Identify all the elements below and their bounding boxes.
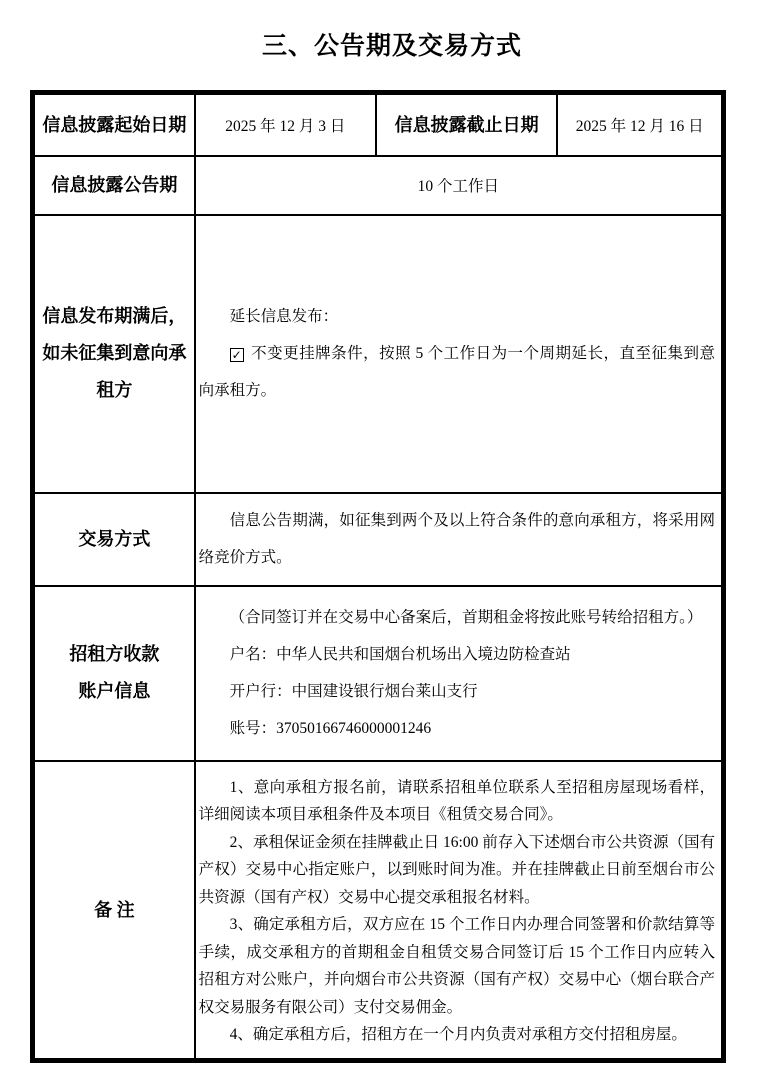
account-info-label-line: 账户信息 <box>78 681 151 701</box>
end-date-label: 信息披露截止日期 <box>376 93 557 156</box>
extension-option-text: 不变更挂牌条件，按照 5 个工作日为一个周期延长，直至征集到意向承租方。 <box>198 345 715 399</box>
extension-label-line: 租方 <box>96 380 133 400</box>
account-info-content <box>195 586 724 761</box>
remark-item: 1、意向承租方报名前，请联系招租单位联系人至招租房屋现场看样，详细阅读本项目承租条件及本项目《租赁交易合同》。 <box>198 778 715 823</box>
announcement-table <box>30 90 726 1063</box>
row-extension <box>33 215 724 493</box>
remarks-content <box>195 761 724 1061</box>
extension-label-line: 如未征集到意向承 <box>42 343 187 363</box>
remarks-label: 备 注 <box>33 761 195 1061</box>
account-bank: 开户行：中国建设银行烟台莱山支行 <box>229 683 478 700</box>
extension-option <box>199 335 715 409</box>
page-title: 三、公告期及交易方式 <box>261 32 522 60</box>
row-disclosure-dates <box>33 93 724 156</box>
transaction-method-content <box>195 493 724 586</box>
account-info-label <box>33 586 195 761</box>
remark-item: 2、承租保证金须在挂牌截止日 16:00 前存入下述烟台市公共资源（国有产权）交易中心指定账户，以到账时间为准。并在挂牌截止日前至烟台市公共资源（国有产权）交易中心提交承租报名材料。 <box>198 833 715 906</box>
account-info-label-line: 招租方收款 <box>69 644 160 664</box>
extension-label <box>33 215 195 493</box>
row-account-info <box>33 586 724 761</box>
extension-intro: 延长信息发布： <box>229 308 339 325</box>
remark-item: 3、确定承租方后，双方应在 15 个工作日内办理合同签署和价款结算等手续，成交承租方的首期租金自租赁交易合同签订后 15 个工作日内应转入招租方对公账户，并向烟台市公共资源（国有产权）交易中心（烟台联合产权交易服务有限公司）支付交易佣金。 <box>198 916 715 1016</box>
account-number: 账号：37050166746000001246 <box>229 720 432 737</box>
end-date-value: 2025 年 12 月 16 日 <box>557 93 723 156</box>
announcement-period-label: 信息披露公告期 <box>33 156 195 215</box>
announcement-period-value: 10 个工作日 <box>195 156 724 215</box>
account-name: 户名：中华人民共和国烟台机场出入境边防检查站 <box>229 646 571 663</box>
start-date-label: 信息披露起始日期 <box>33 93 195 156</box>
account-note: （合同签订并在交易中心备案后，首期租金将按此账号转给招租方。） <box>229 609 703 626</box>
extension-label-line: 信息发布期满后， <box>42 306 187 326</box>
transaction-method-label: 交易方式 <box>33 493 195 586</box>
row-announcement-period <box>33 156 724 215</box>
remark-item: 4、确定承租方后，招租方在一个月内负责对承租方交付招租房屋。 <box>229 1026 687 1043</box>
row-remarks <box>33 761 724 1061</box>
extension-content <box>195 215 724 493</box>
transaction-method-text: 信息公告期满，如征集到两个及以上符合条件的意向承租方，将采用网络竞价方式。 <box>198 512 715 566</box>
checked-checkbox-icon: ✓ <box>231 348 242 362</box>
start-date-value: 2025 年 12 月 3 日 <box>195 93 376 156</box>
row-transaction-method <box>33 493 724 586</box>
